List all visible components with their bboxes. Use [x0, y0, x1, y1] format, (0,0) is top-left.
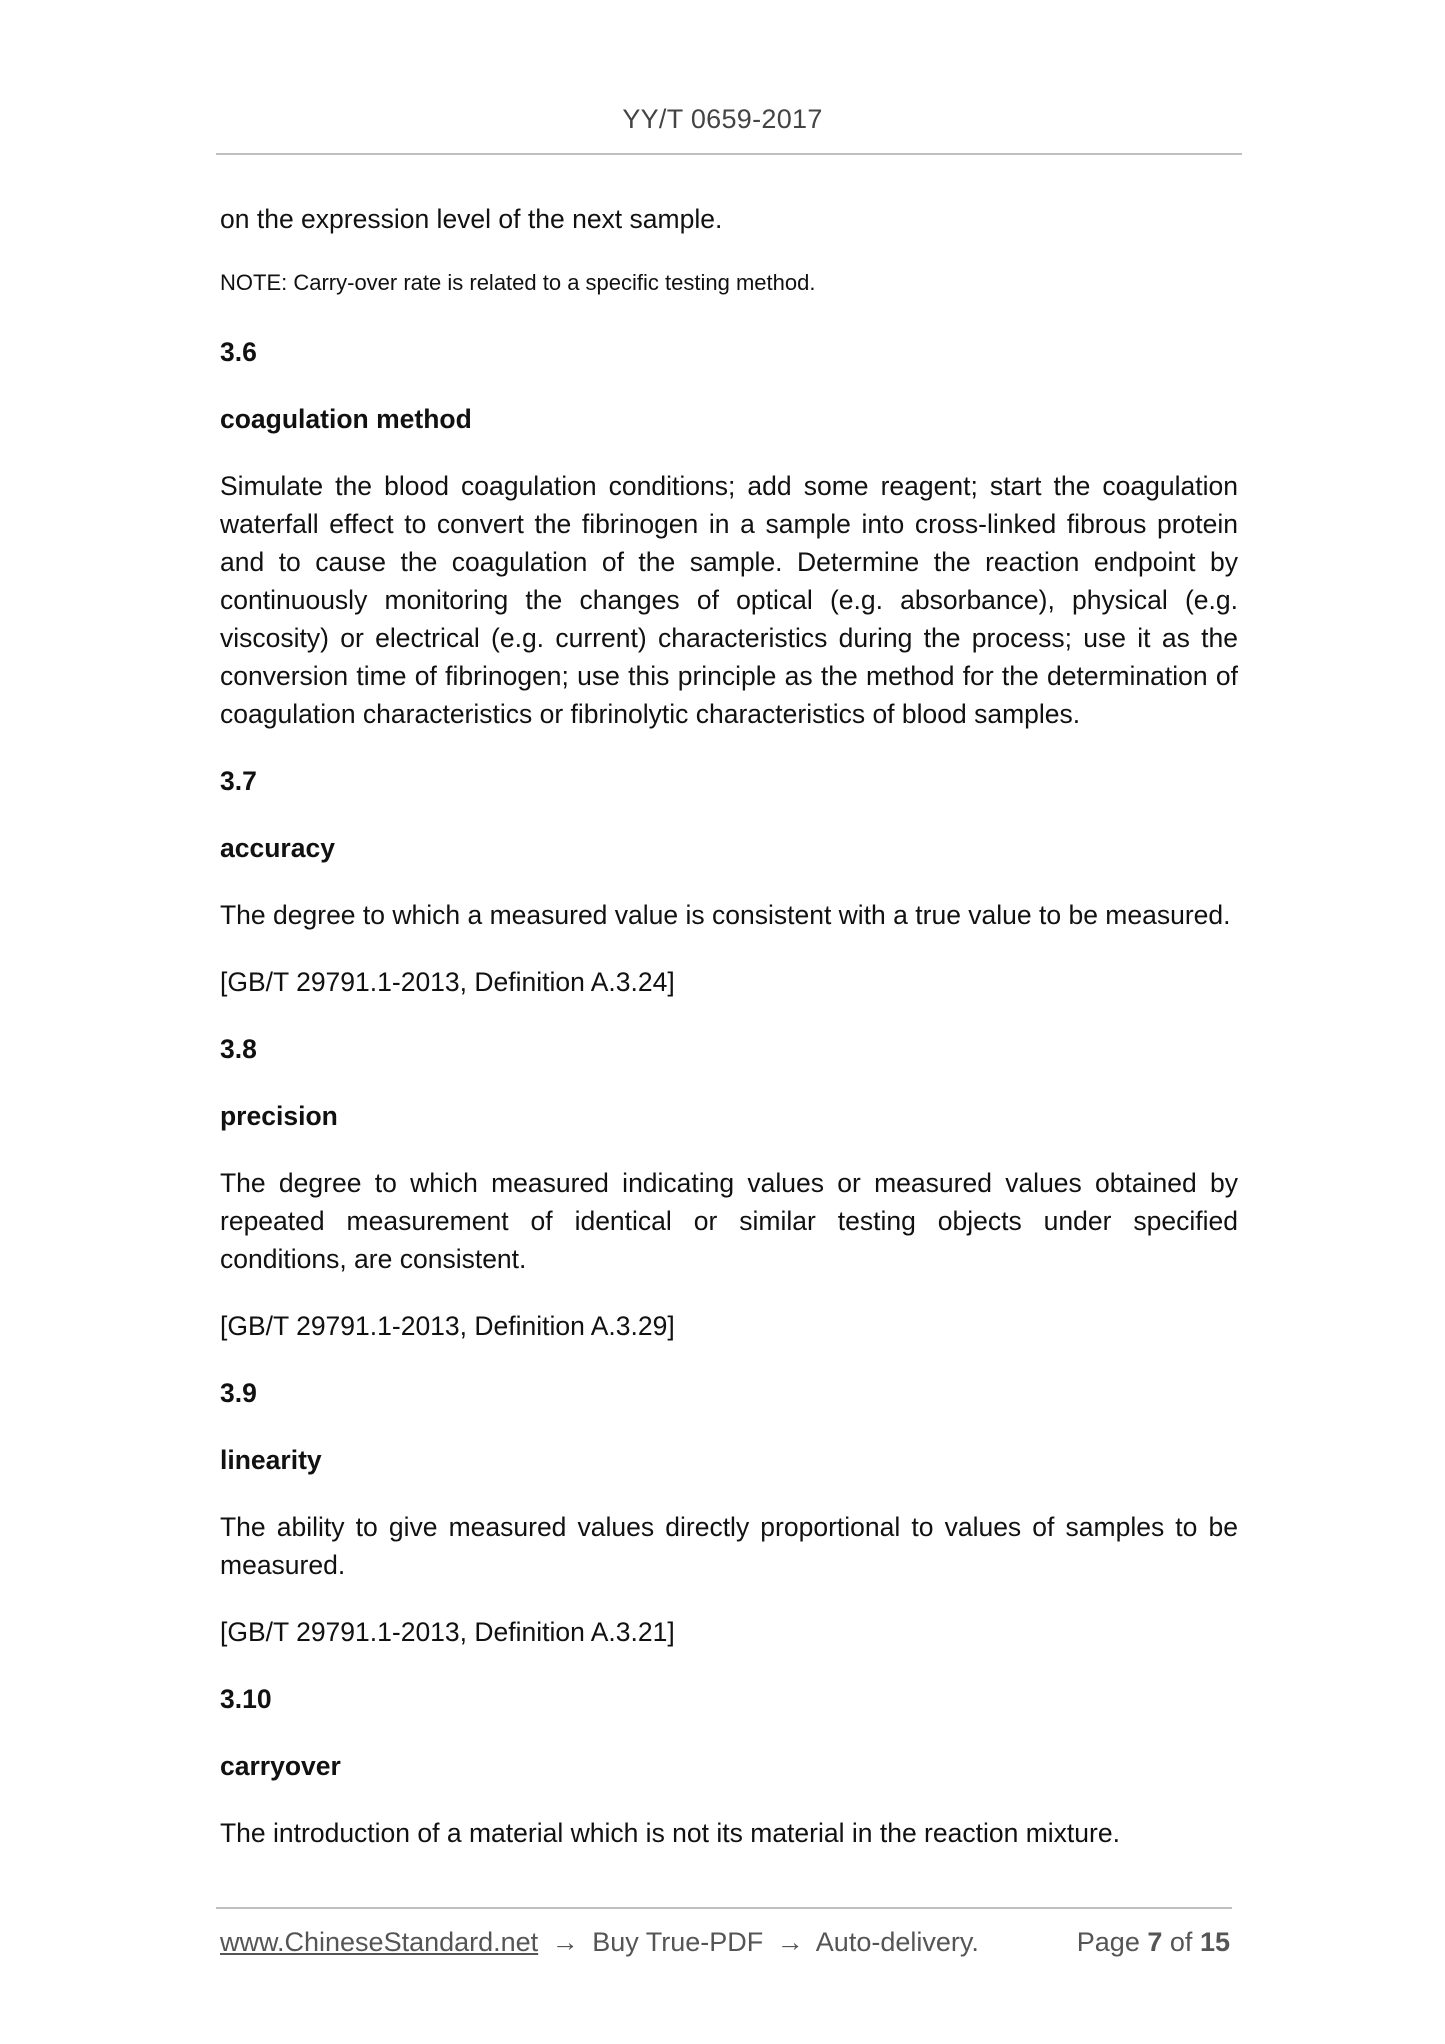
- term-number: 3.9: [220, 1378, 257, 1408]
- term-reference: [GB/T 29791.1-2013, Definition A.3.24]: [220, 967, 675, 997]
- arrow-right-icon: →: [776, 1927, 804, 1957]
- page-current: 7: [1147, 1927, 1163, 1957]
- term-definition: The degree to which measured indicating values or measured values obtained by repeated measurement of identical or similar testing objects under specified conditions, are consistent.: [220, 1168, 1238, 1274]
- auto-delivery-text: Auto-delivery.: [815, 1927, 979, 1957]
- footer-divider: [216, 1907, 1232, 1909]
- term-entry: [220, 1680, 1238, 1852]
- buy-pdf-text: Buy True-PDF: [592, 1927, 764, 1957]
- continuation-paragraph: on the expression level of the next sample.: [220, 204, 723, 234]
- term-definition: The introduction of a material which is not its material in the reaction mixture.: [220, 1818, 1120, 1848]
- term-reference: [GB/T 29791.1-2013, Definition A.3.29]: [220, 1311, 675, 1341]
- arrow-right-icon: →: [551, 1927, 579, 1957]
- page-label: Page: [1076, 1927, 1140, 1957]
- term-definition: Simulate the blood coagulation conditions; add some reagent; start the coagulation waterfall effect to convert the fibrinogen in a sample into cross-linked fibrous protein and to cause the coagulation of the sample. Determine the reaction endpoint by continuously monitoring the changes of optical (e.g. absorbance), physical (e.g. viscosity) or electrical (e.g. current) characteristics during the process; use it as the conversion time of fibrinogen; use this principle as the method for the determination of coagulation characteristics or fibrinolytic characteristics of blood samples.: [220, 471, 1238, 729]
- term-name: carryover: [220, 1751, 341, 1781]
- term-entry: [220, 762, 1238, 1001]
- website-link[interactable]: www.ChineseStandard.net: [220, 1927, 539, 1957]
- term-name: precision: [220, 1101, 338, 1131]
- document-code-header: YY/T 0659-2017: [622, 104, 823, 134]
- header-divider: [216, 153, 1242, 155]
- term-definition: The ability to give measured values directly proportional to values of samples to be measured.: [220, 1512, 1238, 1580]
- term-number: 3.6: [220, 337, 257, 367]
- term-reference: [GB/T 29791.1-2013, Definition A.3.21]: [220, 1617, 675, 1647]
- term-number: 3.8: [220, 1034, 257, 1064]
- term-entry: [220, 1030, 1238, 1345]
- page-total: 15: [1199, 1927, 1230, 1957]
- document-body: [220, 200, 1238, 1881]
- term-name: linearity: [220, 1445, 322, 1475]
- term-number: 3.7: [220, 766, 257, 796]
- term-entry: [220, 333, 1238, 733]
- term-name: accuracy: [220, 833, 335, 863]
- page-of-label: of: [1169, 1927, 1193, 1957]
- page-number: [1077, 1927, 1230, 1958]
- note-paragraph: NOTE: Carry-over rate is related to a specific testing method.: [220, 270, 816, 295]
- term-definition: The degree to which a measured value is consistent with a true value to be measured.: [220, 900, 1231, 930]
- term-number: 3.10: [220, 1684, 272, 1714]
- term-entry: [220, 1374, 1238, 1651]
- footer-promo: [220, 1927, 979, 1958]
- term-name: coagulation method: [220, 404, 472, 434]
